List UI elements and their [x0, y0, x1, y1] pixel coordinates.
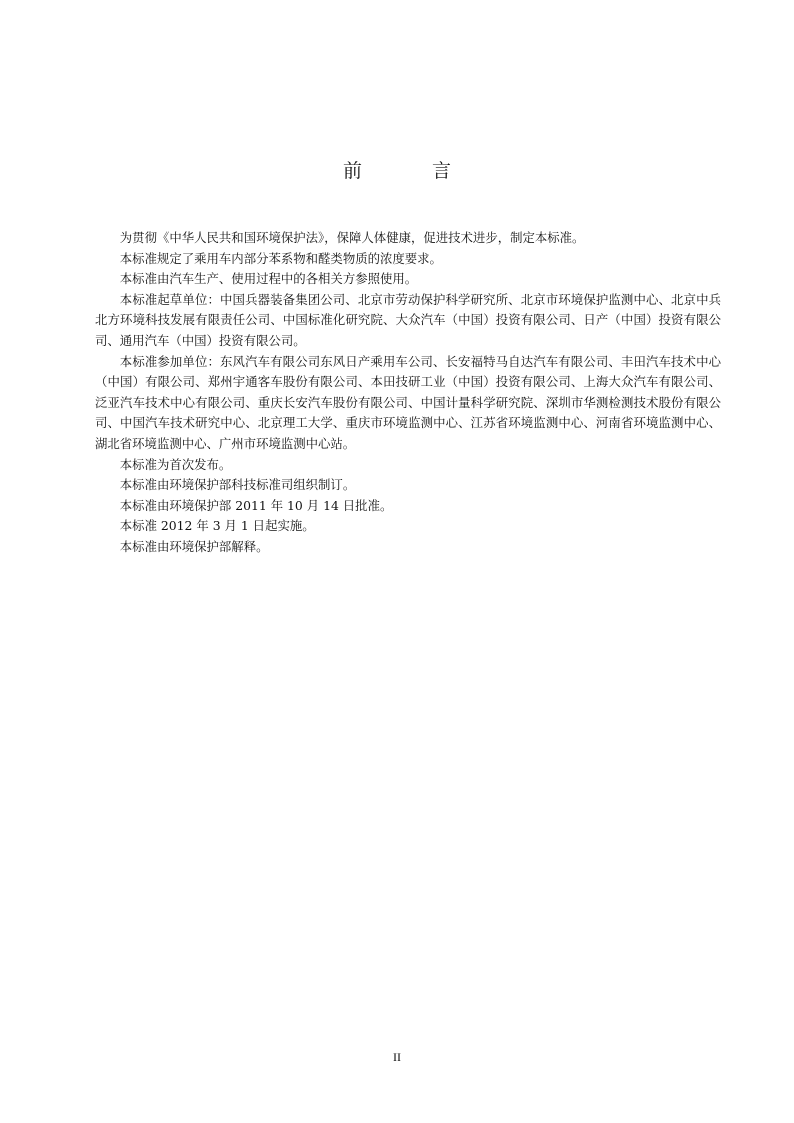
paragraph-participating-units: 本标准参加单位：东风汽车有限公司东风日产乘用车公司、长安福特马自达汽车有限公司、丰田汽车技术中心（中国）有限公司、郑州宇通客车股份有限公司、本田技研工业（中国）投资有限公司、上海大众汽车有限公司、泛亚汽车技术中心有限公司、重庆长安汽车股份有限公司、中国计量科学研究院、深圳市华测检测技术股份有限公司、中国汽车技术研究中心、北京理工大学、重庆市环境监测中心、江苏省环境监测中心、河南省环境监测中心、湖北省环境监测中心、广州市环境监测中心站。 — [95, 353, 721, 451]
paragraph-effective-date: 本标准 2012 年 3 月 1 日起实施。 — [119, 518, 315, 534]
paragraph-drafting-units: 本标准起草单位：中国兵器装备集团公司、北京市劳动保护科学研究所、北京市环境保护监测中心、北京中兵北方环境科技发展有限责任公司、中国标准化研究院、大众汽车（中国）投资有限公司、日产（中国）投资有限公司、通用汽车（中国）投资有限公司。 — [95, 291, 721, 348]
paragraph-approval-date: 本标准由环境保护部 2011 年 10 月 14 日批准。 — [119, 497, 393, 513]
body-text — [95, 228, 721, 558]
paragraph-interpretation: 本标准由环境保护部解释。 — [119, 538, 269, 554]
page-number: II — [393, 1050, 401, 1064]
paragraph-first-release: 本标准为首次发布。 — [119, 456, 232, 472]
paragraph-usage: 本标准由汽车生产、使用过程中的各相关方参照使用。 — [119, 271, 418, 287]
paragraph-organizer: 本标准由环境保护部科技标准司组织制订。 — [119, 477, 356, 493]
page-title: 前 言 — [342, 160, 484, 182]
paragraph-purpose: 为贯彻《中华人民共和国环境保护法》，保障人体健康，促进技术进步，制定本标准。 — [119, 230, 585, 245]
paragraph-scope: 本标准规定了乘用车内部分苯系物和醛类物质的浓度要求。 — [119, 250, 442, 266]
